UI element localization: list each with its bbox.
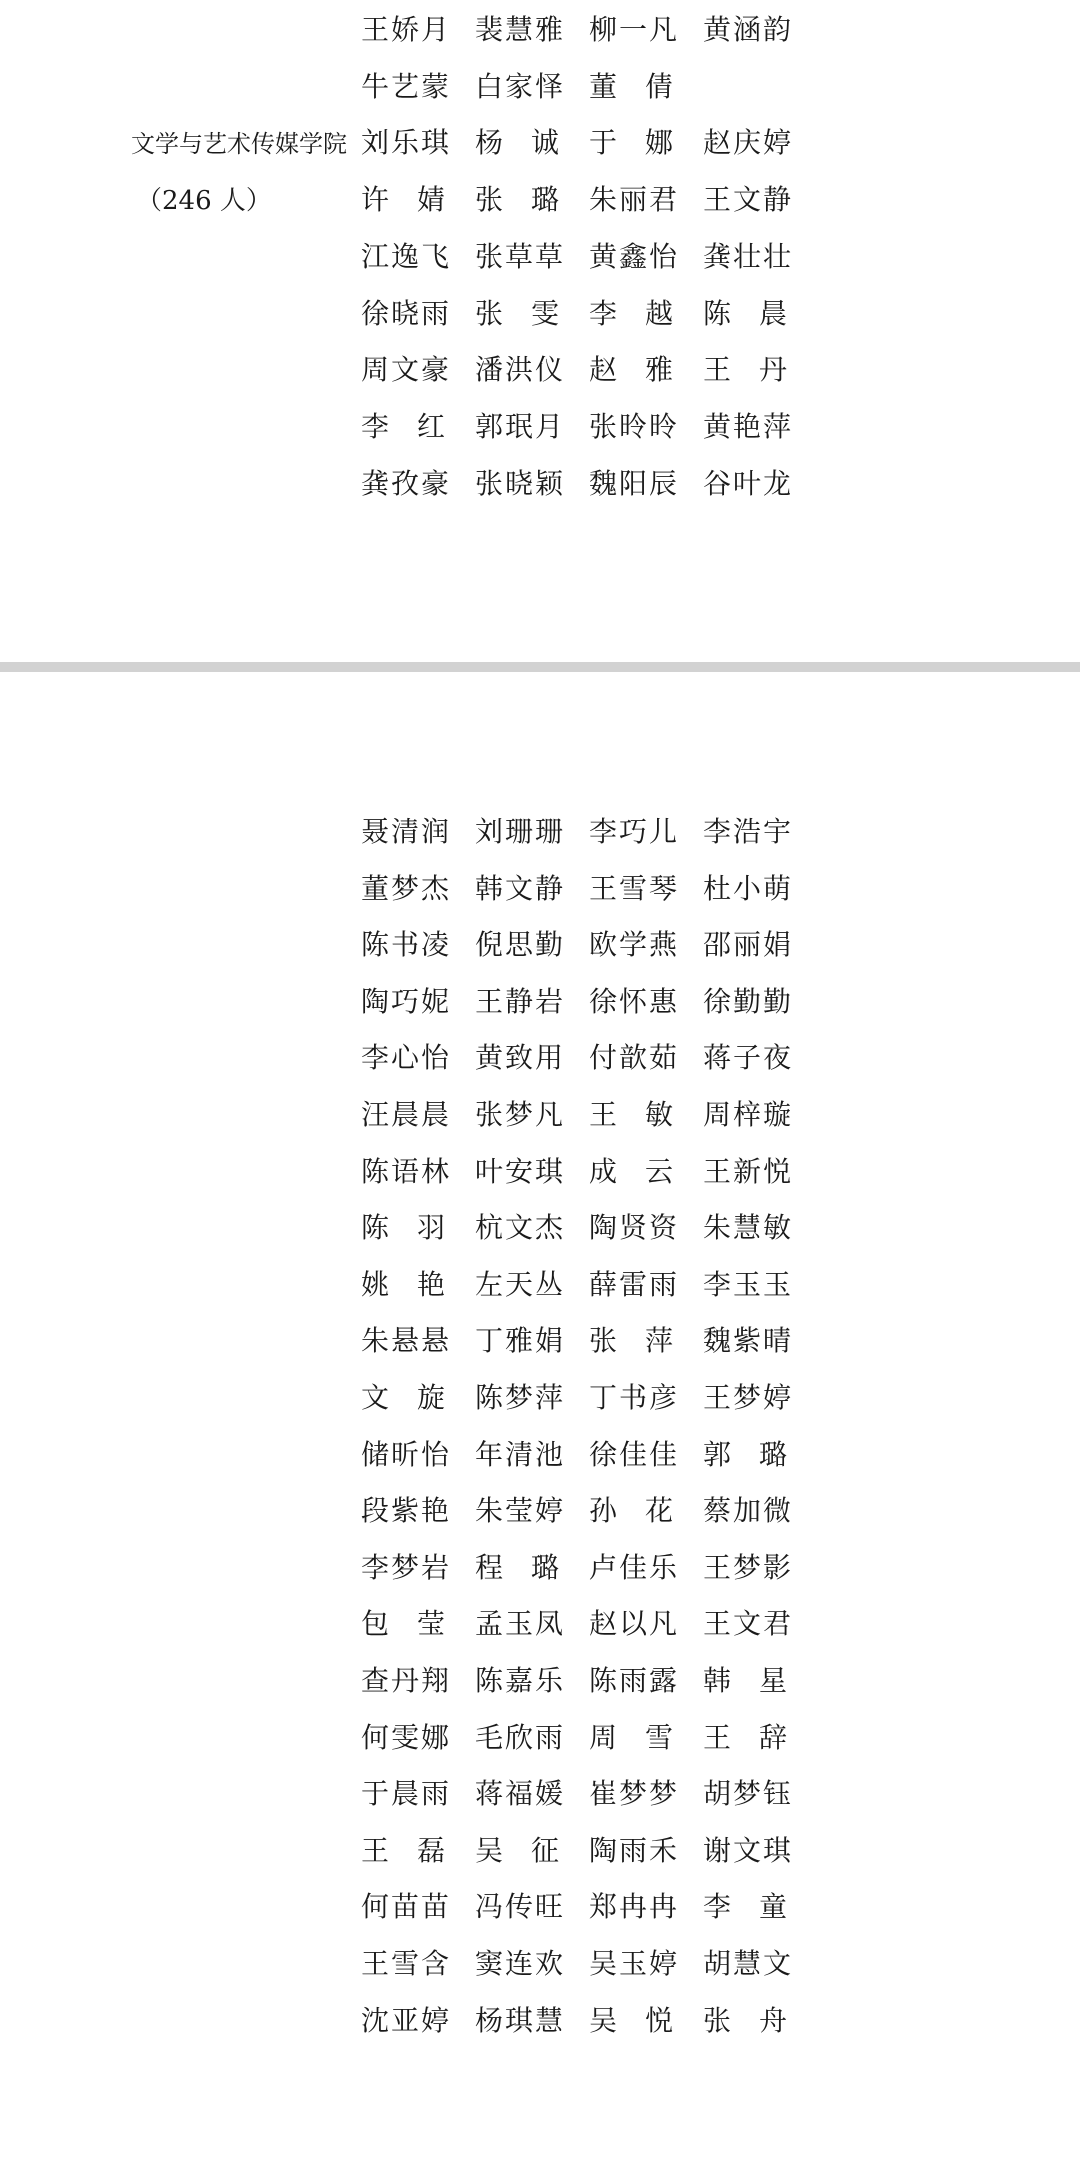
student-name: 陈 晨: [703, 296, 787, 330]
student-name: 许 婧: [361, 183, 445, 217]
student-name: 文 旋: [361, 1381, 445, 1414]
student-name: 吴 征: [475, 1833, 559, 1867]
student-name: 蒋福媛: [475, 1777, 566, 1811]
student-name: [703, 59, 787, 115]
student-name: 吴玉婷: [589, 1947, 680, 1980]
student-name: 王梦影: [703, 1550, 794, 1584]
student-name: 于 娜: [589, 126, 673, 160]
student-name: 张草草: [475, 239, 566, 273]
name-row: [0, 172, 1080, 228]
student-name: 王娇月: [361, 13, 452, 46]
student-name: 叶安琪: [475, 1154, 566, 1188]
student-name: 李玉玉: [703, 1267, 794, 1301]
name-row: [0, 974, 1080, 1030]
student-name: 谷叶龙: [703, 466, 794, 500]
student-name: 何雯娜: [361, 1720, 452, 1754]
student-name: 付歆茹: [589, 1041, 680, 1075]
name-row: [0, 2, 1080, 58]
student-name: 吴 悦: [589, 2003, 673, 2037]
student-name: 王 丹: [703, 353, 787, 387]
student-name: 查丹翔: [361, 1664, 452, 1697]
student-name: 陶贤资: [589, 1211, 680, 1245]
student-name: 何苗苗: [361, 1890, 452, 1924]
student-name: 李巧儿: [589, 815, 680, 848]
student-name: 朱丽君: [589, 183, 680, 217]
name-row: [0, 1766, 1080, 1822]
student-name: 窦连欢: [475, 1947, 566, 1980]
student-name: 陈书凌: [361, 928, 452, 962]
student-name: 王梦婷: [703, 1381, 794, 1414]
student-name: 陈梦萍: [475, 1381, 566, 1414]
student-name: 魏阳辰: [589, 466, 680, 500]
student-name: 冯传旺: [475, 1890, 566, 1924]
student-name: 赵庆婷: [703, 126, 794, 160]
student-count: （246 人）: [136, 186, 272, 216]
student-name: 储昕怡: [361, 1437, 452, 1471]
student-name: 陶雨禾: [589, 1833, 680, 1867]
document-page-bottom: [0, 672, 1080, 2172]
student-name: 杜小萌: [703, 871, 794, 905]
student-name: 柳一凡: [589, 13, 680, 46]
student-name: 丁雅娟: [475, 1324, 566, 1358]
student-name: 张昤昤: [589, 409, 680, 443]
student-name: 王 磊: [361, 1833, 445, 1867]
student-name: 赵以凡: [589, 1607, 680, 1641]
student-name: 左天丛: [475, 1267, 566, 1301]
student-name: 王文君: [703, 1607, 794, 1641]
student-name: 刘乐琪: [361, 126, 452, 160]
student-name: 陈雨露: [589, 1664, 680, 1697]
college-name: 文学与艺术传媒学院: [131, 130, 347, 158]
page-divider: [0, 662, 1080, 672]
student-name: 郭 璐: [703, 1437, 787, 1471]
student-name: 张 舟: [703, 2003, 787, 2037]
student-name: 黄鑫怡: [589, 239, 680, 273]
student-name: 赵 雅: [589, 353, 673, 387]
student-name: 欧学燕: [589, 928, 680, 962]
student-name: 姚 艳: [361, 1267, 445, 1301]
student-name: 包 莹: [361, 1607, 445, 1641]
name-row: [0, 1483, 1080, 1539]
student-name: 白家怿: [475, 69, 566, 103]
student-name: 倪思勤: [475, 928, 566, 962]
student-name: 黄涵韵: [703, 13, 794, 46]
name-row: [0, 1936, 1080, 1992]
student-name: 薛雷雨: [589, 1267, 680, 1301]
name-row: [0, 456, 1080, 512]
student-name: 徐晓雨: [361, 296, 452, 330]
student-name: 蒋子夜: [703, 1041, 794, 1075]
student-name: 陈嘉乐: [475, 1664, 566, 1697]
student-name: 董 倩: [589, 69, 673, 103]
student-name: 龚壮壮: [703, 239, 794, 273]
name-row: [0, 1370, 1080, 1426]
student-name: 陈 羽: [361, 1211, 445, 1245]
name-row: [0, 1144, 1080, 1200]
document-page-top: [0, 0, 1080, 662]
student-name: 年清池: [475, 1437, 566, 1471]
student-name: 胡梦钰: [703, 1777, 794, 1811]
student-name: 朱慧敏: [703, 1211, 794, 1245]
student-name: 聂清润: [361, 815, 452, 848]
student-name: 王 敏: [589, 1098, 673, 1131]
student-name: 邵丽娟: [703, 928, 794, 962]
name-row: [0, 1200, 1080, 1256]
student-name: 胡慧文: [703, 1947, 794, 1980]
student-name: 黄艳萍: [703, 409, 794, 443]
name-row: [0, 1257, 1080, 1313]
student-name: 周文豪: [361, 353, 452, 387]
name-row: [0, 1823, 1080, 1879]
student-name: 刘珊珊: [475, 815, 566, 848]
student-name: 沈亚婷: [361, 2003, 452, 2037]
name-row: [0, 286, 1080, 342]
student-name: 谢文琪: [703, 1833, 794, 1867]
name-row: [0, 1653, 1080, 1709]
student-name: 王雪琴: [589, 871, 680, 905]
student-name: 周 雪: [589, 1720, 673, 1754]
student-name: 徐勤勤: [703, 984, 794, 1018]
student-name: 李 童: [703, 1890, 787, 1924]
student-name: 黄致用: [475, 1041, 566, 1075]
name-row: [0, 917, 1080, 973]
student-name: 成 云: [589, 1154, 673, 1188]
student-name: 潘洪仪: [475, 353, 566, 387]
name-row: [0, 861, 1080, 917]
student-name: 张梦凡: [475, 1098, 566, 1131]
student-name: 陶巧妮: [361, 984, 452, 1018]
student-name: 李 红: [361, 409, 445, 443]
student-name: 汪晨晨: [361, 1098, 452, 1131]
student-name: 郭珉月: [475, 409, 566, 443]
student-name: 朱悬悬: [361, 1324, 452, 1358]
student-name: 卢佳乐: [589, 1550, 680, 1584]
student-name: 崔梦梦: [589, 1777, 680, 1811]
student-name: 毛欣雨: [475, 1720, 566, 1754]
student-name: 张 萍: [589, 1324, 673, 1358]
student-name: 王新悦: [703, 1154, 794, 1188]
student-name: 郑冉冉: [589, 1890, 680, 1924]
student-name: 王静岩: [475, 984, 566, 1018]
student-name: 朱莹婷: [475, 1494, 566, 1528]
student-name: 王文静: [703, 183, 794, 217]
name-row: [0, 1540, 1080, 1596]
student-name: 程 璐: [475, 1550, 559, 1584]
student-name: 于晨雨: [361, 1777, 452, 1811]
student-name: 韩 星: [703, 1664, 787, 1697]
student-name: 周梓璇: [703, 1098, 794, 1131]
name-row: [0, 1087, 1080, 1143]
student-name: 蔡加微: [703, 1494, 794, 1528]
student-name: 李梦岩: [361, 1550, 452, 1584]
student-name: 李浩宇: [703, 815, 794, 848]
name-row: [0, 1993, 1080, 2049]
student-name: 龚孜豪: [361, 466, 452, 500]
student-name: 张晓颖: [475, 466, 566, 500]
name-row: [0, 399, 1080, 455]
student-name: 徐怀惠: [589, 984, 680, 1018]
student-name: 段紫艳: [361, 1494, 452, 1528]
student-name: 张 璐: [475, 183, 559, 217]
student-name: 孟玉凤: [475, 1607, 566, 1641]
student-name: 李 越: [589, 296, 673, 330]
student-name: 张 雯: [475, 296, 559, 330]
student-name: 李心怡: [361, 1041, 452, 1075]
name-row: [0, 229, 1080, 285]
student-name: 杨琪慧: [475, 2003, 566, 2037]
name-row: [0, 342, 1080, 398]
name-row: [0, 1427, 1080, 1483]
student-name: 孙 花: [589, 1494, 673, 1528]
student-name: 杭文杰: [475, 1211, 566, 1245]
student-name: 韩文静: [475, 871, 566, 905]
name-row: [0, 115, 1080, 171]
student-name: 陈语林: [361, 1154, 452, 1188]
name-row: [0, 804, 1080, 860]
student-name: 董梦杰: [361, 871, 452, 905]
student-name: 江逸飞: [361, 239, 452, 273]
name-row: [0, 1596, 1080, 1652]
student-name: 魏紫晴: [703, 1324, 794, 1358]
student-name: 杨 诚: [475, 126, 559, 160]
name-row: [0, 1030, 1080, 1086]
student-name: 丁书彦: [589, 1381, 680, 1414]
student-name: 王雪含: [361, 1947, 452, 1980]
student-name: 裴慧雅: [475, 13, 566, 46]
student-name: 牛艺蒙: [361, 69, 452, 103]
name-row: [0, 1710, 1080, 1766]
name-row: [0, 1879, 1080, 1935]
name-row: [0, 59, 1080, 115]
name-row: [0, 1313, 1080, 1369]
student-name: 徐佳佳: [589, 1437, 680, 1471]
student-name: 王 辞: [703, 1720, 787, 1754]
